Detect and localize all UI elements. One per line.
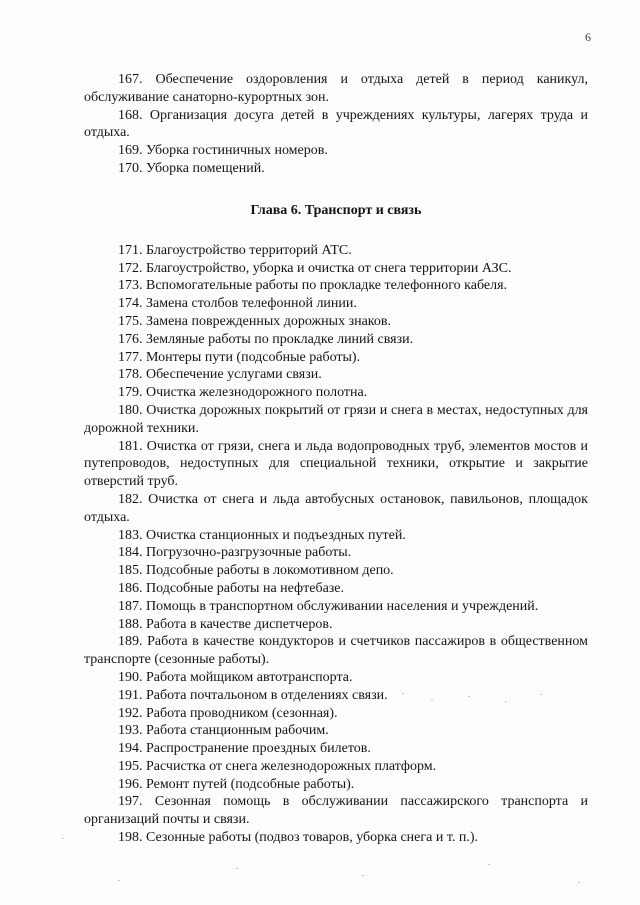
scan-speck xyxy=(236,868,238,869)
list-item: 195. Расчистка от снега железнодорожных платформ. xyxy=(118,758,437,774)
page-number: 6 xyxy=(585,30,591,44)
list-item: 185. Подсобные работы в локомотивном депо. xyxy=(118,563,394,579)
list-item: 188. Работа в качестве диспетчеров. xyxy=(118,616,333,632)
list-item: 181. Очистка от грязи, снега и льда водопроводных труб, элементов мостов и путепроводов, недоступных для специальной техники, открытие и закрытие отверстий труб. xyxy=(84,438,588,490)
list-item: 191. Работа почтальоном в отделениях связи. xyxy=(118,687,388,703)
chapter-heading: Глава 6. Транспорт и связь xyxy=(250,202,422,218)
list-item: 194. Распространение проездных билетов. xyxy=(118,741,371,757)
heading-spacer xyxy=(84,220,588,242)
scan-speck xyxy=(362,875,364,876)
list-item: 196. Ремонт путей (подсобные работы). xyxy=(118,776,355,792)
list-item: 174. Замена столбов телефонной линии. xyxy=(118,296,357,312)
scan-speck xyxy=(62,838,64,839)
section-spacer xyxy=(84,178,588,202)
scan-speck xyxy=(488,864,490,865)
list-item: 182. Очистка от снега и льда автобусных остановок, павильонов, площадок отдыха. xyxy=(84,491,588,525)
list-item: 187. Помощь в транспортном обслуживании населения и учреждений. xyxy=(118,598,539,614)
list-item: 167. Обеспечение оздоровления и отдыха детей в период каникул, обслуживание санаторно-курортных зон. xyxy=(84,72,588,105)
list-item: 171. Благоустройство территорий АТС. xyxy=(118,242,352,258)
list-item: 173. Вспомогательные работы по прокладке телефонного кабеля. xyxy=(118,278,508,294)
list-item: 170. Уборка помещений. xyxy=(118,160,265,176)
list-item: 178. Обеспечение услугами связи. xyxy=(118,367,322,383)
list-item: 176. Земляные работы по прокладке линий связи. xyxy=(118,331,414,347)
list-item: 179. Очистка железнодорожного полотна. xyxy=(118,385,368,401)
scan-speck xyxy=(540,694,542,695)
list-section-education-leisure xyxy=(84,71,588,178)
list-item: 183. Очистка станционных и подъездных путей. xyxy=(118,527,406,543)
list-item: 198. Сезонные работы (подвоз товаров, уборка снега и т. п.). xyxy=(118,830,479,846)
scan-speck xyxy=(118,880,120,881)
list-item: 172. Благоустройство, уборка и очистка от снега территории АЗС. xyxy=(118,260,512,276)
list-item: 177. Монтеры пути (подсобные работы). xyxy=(118,349,361,365)
scan-speck xyxy=(468,696,470,697)
list-item: 190. Работа мойщиком автотранспорта. xyxy=(118,669,353,685)
list-item: 192. Работа проводником (сезонная). xyxy=(118,705,338,721)
list-item: 186. Подсобные работы на нефтебазе. xyxy=(118,580,345,596)
scan-speck xyxy=(402,693,404,694)
list-section-transport-communication xyxy=(84,242,588,847)
scan-speck xyxy=(431,699,433,700)
list-item: 184. Погрузочно-разгрузочные работы. xyxy=(118,545,352,561)
list-item: 197. Сезонная помощь в обслуживании пассажирского транспорта и организаций почты и связи. xyxy=(84,794,588,828)
scan-speck xyxy=(578,882,580,883)
list-item: 189. Работа в качестве кондукторов и счетчиков пассажиров в общественном транспорте (сезонные работы). xyxy=(84,634,588,668)
list-item: 168. Организация досуга детей в учреждениях культуры, лагерях труда и отдыха. xyxy=(84,107,588,141)
scan-speck xyxy=(505,701,507,702)
list-item: 193. Работа станционным рабочим. xyxy=(118,723,329,739)
list-item: 180. Очистка дорожных покрытий от грязи и снега в местах, недоступных для дорожной техники. xyxy=(84,402,588,436)
list-item: 175. Замена поврежденных дорожных знаков. xyxy=(118,313,392,329)
page-content xyxy=(84,71,588,847)
list-item: 169. Уборка гостиничных номеров. xyxy=(118,143,328,159)
